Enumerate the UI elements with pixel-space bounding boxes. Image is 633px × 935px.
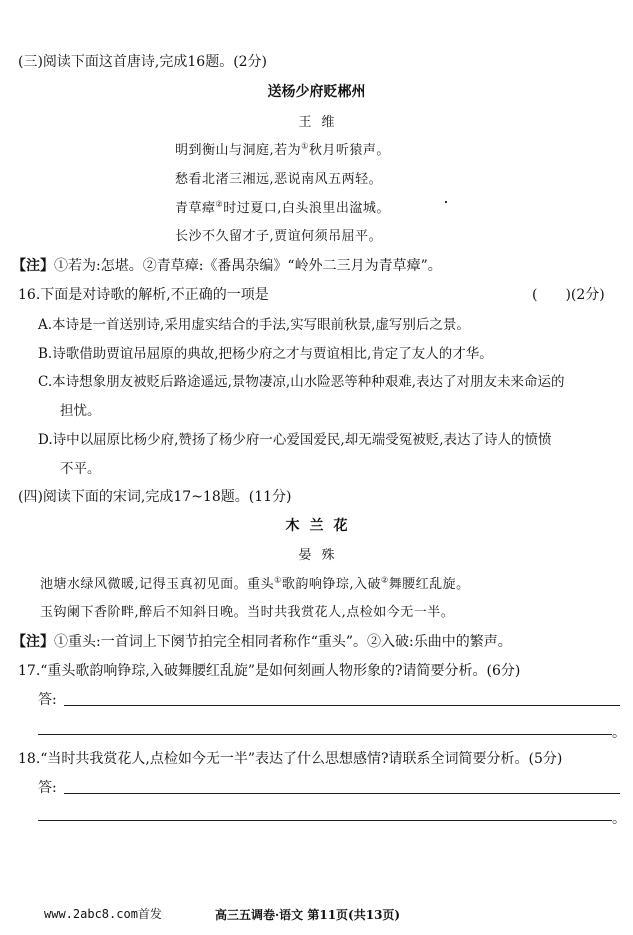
q18-answer-label: 答:: [38, 780, 57, 796]
q16-option-b: B.诗歌借助贾谊吊屈原的典故,把杨少府之才与贾谊相比,肯定了友人的才华。: [38, 346, 493, 362]
footer-source-url: www.2abc8.com首发: [44, 907, 162, 921]
q16-stem: 16.下面是对诗歌的解析,不正确的一项是: [18, 287, 269, 303]
q16-option-c-cont: 担忧。: [60, 403, 101, 419]
poem1-line-3: 青草瘴②时过夏口,白头浪里出湓城。: [175, 199, 390, 216]
q17-answer-line-1[interactable]: [64, 705, 620, 706]
q17-answer-label: 答:: [38, 692, 57, 708]
q16-option-a: A.本诗是一首送别诗,采用虚实结合的手法,实写眼前秋景,虚写别后之景。: [38, 317, 470, 333]
q17-answer-line-2[interactable]: [38, 734, 612, 735]
q16-option-d: D.诗中以屈原比杨少府,赞扬了杨少府一心爱国爱民,却无端受冤被贬,表达了诗人的愤愤: [38, 432, 552, 448]
section4-heading: (四)阅读下面的宋词,完成17~18题。(11分): [18, 489, 292, 505]
footer-page-info: 高三五调卷·语文 第11页(共13页): [215, 908, 401, 922]
q16-answer-bracket: ( )(2分): [532, 287, 605, 303]
q17-end-mark: 。: [612, 725, 626, 741]
q16-option-d-cont: 不平。: [60, 461, 101, 477]
poem2-title: 木兰花: [285, 518, 358, 534]
poem1-title: 送杨少府贬郴州: [267, 84, 366, 100]
poem1-line-4: 长沙不久留才子,贾谊何须吊屈平。: [175, 229, 383, 244]
q18-stem: 18.“当时共我赏花人,点检如今无一半”表达了什么思想感情?请联系全词简要分析。(5分): [18, 751, 563, 767]
q17-stem: 17.“重头歌韵响铮琮,入破舞腰红乱旋”是如何刻画人物形象的?请简要分析。(6分): [18, 663, 521, 679]
poem2-line-1: 池塘水绿风微暖,记得玉真初见面。重头①歌韵响铮琮,入破②舞腰红乱旋。: [40, 575, 470, 592]
q18-answer-line-1[interactable]: [64, 793, 620, 794]
q18-end-mark: 。: [612, 811, 626, 827]
poem1-author: 王维: [298, 115, 345, 130]
poem2-note: 【注】①重头:一首词上下阕节拍完全相同者称作“重头”。②入破:乐曲中的繁声。: [12, 634, 512, 650]
poem1-note: 【注】①若为:怎堪。②青草瘴:《番禺杂编》“岭外二三月为青草瘴”。: [12, 258, 442, 274]
poem1-line-2: 愁看北渚三湘远,恶说南风五两轻。: [175, 172, 383, 187]
q16-option-c: C.本诗想象朋友被贬后路途遥远,景物凄凉,山水险恶等种种艰难,表达了对朋友未来命运的: [38, 374, 565, 390]
section3-heading: (三)阅读下面这首唐诗,完成16题。(2分): [18, 54, 268, 70]
q18-answer-line-2[interactable]: [38, 820, 612, 821]
poem2-author: 晏殊: [298, 548, 345, 563]
poem1-line-1: 明到衡山与洞庭,若为①秋月听猿声。: [175, 141, 390, 158]
poem2-line-2: 玉钩阑下香阶畔,醉后不知斜日晚。当时共我赏花人,点检如今无一半。: [40, 605, 455, 620]
